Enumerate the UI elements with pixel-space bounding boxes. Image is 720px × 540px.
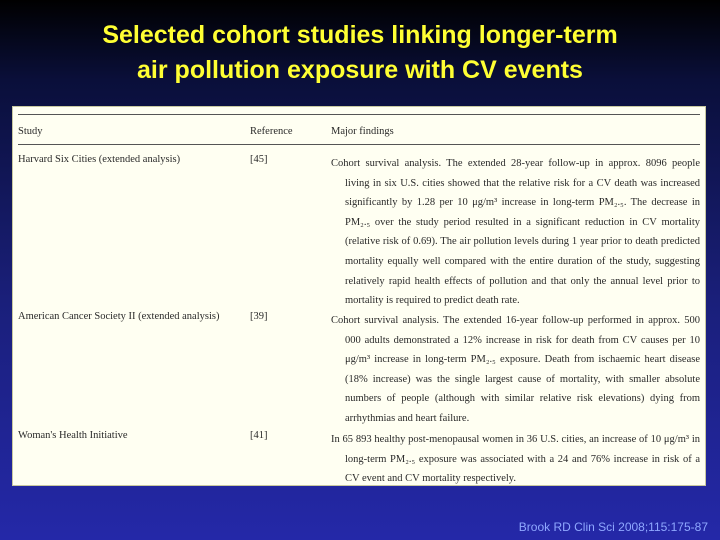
slide-title bbox=[0, 18, 720, 88]
findings-cell: In 65 893 healthy post-menopausal women in 36 U.S. cities, an increase of 10 μg/m³ in long-term PM₂.₅ exposure was associated with a 24 and 76% increase in risk of a CV event and CV mortality respectively. bbox=[331, 434, 700, 485]
reference-cell: [45] bbox=[250, 154, 268, 165]
study-name: Woman's Health Initiative bbox=[18, 430, 128, 441]
findings-cell: Cohort survival analysis. The extended 16-year follow-up performed in approx. 500 000 adults demonstrated a 12% increase in risk for death from CV causes per 10 μg/m³ increase in long-term PM₂.₅ exposure. Death from ischaemic heart disease (18% increase) was the single largest cause of mortality, with smaller absolute numbers of people (although with similar relative risk elevations) dying from arrhythmias and heart failure. bbox=[331, 315, 700, 424]
header-bottom-rule bbox=[18, 144, 700, 145]
citation: Brook RD Clin Sci 2008;115:175-87 bbox=[518, 520, 708, 534]
header-reference: Reference bbox=[250, 126, 293, 137]
title-line-1: Selected cohort studies linking longer-term bbox=[102, 21, 618, 49]
findings-cell: Cohort survival analysis. The extended 28-year follow-up in approx. 8096 people living in six U.S. cities showed that the relative risk for a CV death was increased significantly by 1.28 per 10 μg/m³ increase in long-term PM₂.₅. The decrease in PM₂.₅ over the study period resulted in a significant reduction in CV mortality (relative risk of 0.69). The air pollution levels during 1 year prior to death predicted mortality equally well compared with the entire duration of the study, suggesting relatively rapid health effects of pollution and that only the annual level prior to mortality is required to predict death rate. bbox=[331, 158, 700, 307]
reference-cell: [41] bbox=[250, 430, 268, 441]
reference-cell: [39] bbox=[250, 311, 268, 322]
title-line-2: air pollution exposure with CV events bbox=[137, 56, 583, 84]
header-top-rule bbox=[18, 114, 700, 115]
study-name: American Cancer Society II (extended analysis) bbox=[18, 311, 220, 322]
header-findings: Major findings bbox=[331, 126, 394, 137]
cohort-studies-table bbox=[12, 106, 706, 486]
study-name: Harvard Six Cities (extended analysis) bbox=[18, 154, 181, 165]
header-study: Study bbox=[18, 126, 43, 137]
